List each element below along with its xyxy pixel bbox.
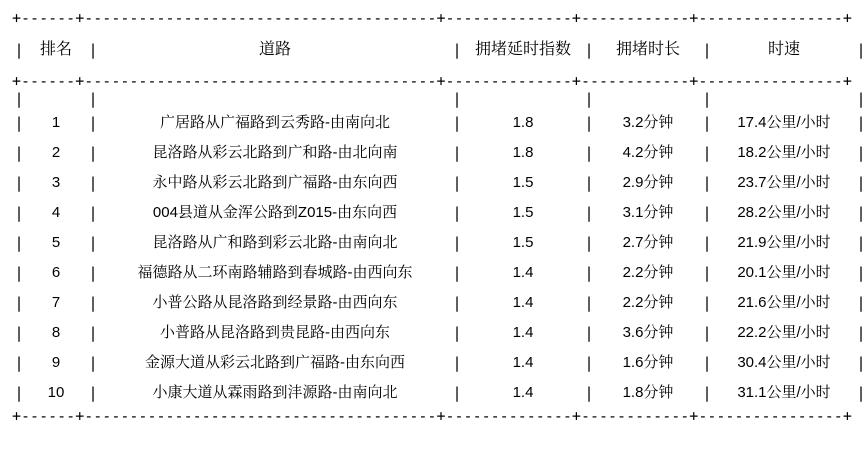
cell-road: 金源大道从彩云北路到广福路-由东向西 <box>145 354 405 371</box>
cell-rank: 9 <box>51 354 61 371</box>
cell-index: 1.4 <box>512 354 534 371</box>
cell-rank: 5 <box>51 234 61 251</box>
cell-speed: 21.9公里/小时 <box>737 234 831 251</box>
table-row <box>12 228 868 258</box>
cell-index: 1.5 <box>512 204 534 221</box>
cell-duration: 2.2分钟 <box>622 294 674 311</box>
cell-divider: | <box>702 354 712 372</box>
column-header-duration: 拥堵时长 <box>615 41 680 58</box>
cell-divider: | <box>14 264 24 282</box>
table-row <box>12 168 868 198</box>
cell-index: 1.8 <box>512 144 534 161</box>
cell-divider: | <box>856 41 866 59</box>
cell-speed: 20.1公里/小时 <box>737 264 831 281</box>
cell-index: 1.4 <box>512 294 534 311</box>
cell-divider: | <box>88 90 98 108</box>
cell-divider: | <box>702 114 712 132</box>
column-header-rank: 排名 <box>39 41 72 58</box>
cell-rank: 4 <box>51 204 61 221</box>
cell-divider: | <box>702 294 712 312</box>
table-top-border: +------+---------------------------------------+--------------+------------+----------------+ <box>12 9 852 27</box>
cell-divider: | <box>702 264 712 282</box>
cell-rank: 8 <box>51 324 61 341</box>
cell-road: 福德路从二环南路辅路到春城路-由西向东 <box>137 264 413 281</box>
cell-road: 小康大道从霖雨路到沣源路-由南向北 <box>152 384 398 401</box>
cell-speed: 21.6公里/小时 <box>737 294 831 311</box>
cell-divider: | <box>856 324 866 342</box>
column-header-speed: 时速 <box>767 41 800 58</box>
cell-divider: | <box>584 354 594 372</box>
cell-divider: | <box>856 174 866 192</box>
cell-divider: | <box>452 204 462 222</box>
cell-divider: | <box>88 174 98 192</box>
cell-duration: 2.9分钟 <box>622 174 674 191</box>
cell-divider: | <box>584 41 594 59</box>
cell-divider: | <box>14 234 24 252</box>
cell-divider: | <box>88 41 98 59</box>
cell-rank: 3 <box>51 174 61 191</box>
cell-divider: | <box>452 114 462 132</box>
cell-divider: | <box>14 90 24 108</box>
cell-divider: | <box>584 204 594 222</box>
cell-road: 广居路从广福路到云秀路-由南向北 <box>160 114 390 131</box>
cell-divider: | <box>14 41 24 59</box>
cell-divider: | <box>88 264 98 282</box>
cell-rank: 10 <box>47 384 65 401</box>
cell-divider: | <box>584 114 594 132</box>
cell-road: 昆洛路从广和路到彩云北路-由南向北 <box>152 234 398 251</box>
cell-divider: | <box>856 114 866 132</box>
table-row <box>12 318 868 348</box>
cell-divider: | <box>702 90 712 108</box>
cell-divider: | <box>856 294 866 312</box>
empty-cell <box>714 90 854 108</box>
cell-index: 1.4 <box>512 324 534 341</box>
cell-divider: | <box>452 234 462 252</box>
empty-cell <box>464 90 582 108</box>
table-bottom-border: +------+---------------------------------------+--------------+------------+----------------+ <box>12 407 852 425</box>
cell-road: 小普公路从昆洛路到经景路-由西向东 <box>152 294 398 311</box>
cell-divider: | <box>856 90 866 108</box>
cell-index: 1.5 <box>512 174 534 191</box>
cell-divider: | <box>14 174 24 192</box>
cell-divider: | <box>88 294 98 312</box>
cell-speed: 22.2公里/小时 <box>737 324 831 341</box>
cell-divider: | <box>856 204 866 222</box>
cell-divider: | <box>452 144 462 162</box>
table-row <box>12 378 868 408</box>
cell-speed: 31.1公里/小时 <box>737 384 831 401</box>
cell-divider: | <box>584 174 594 192</box>
cell-divider: | <box>88 384 98 402</box>
cell-duration: 3.2分钟 <box>622 114 674 131</box>
cell-divider: | <box>856 264 866 282</box>
cell-speed: 17.4公里/小时 <box>737 114 831 131</box>
table-header-border: +------+---------------------------------------+--------------+------------+----------------+ <box>12 72 852 90</box>
cell-divider: | <box>88 234 98 252</box>
empty-cell <box>100 90 450 108</box>
cell-divider: | <box>584 90 594 108</box>
cell-duration: 3.1分钟 <box>622 204 674 221</box>
cell-divider: | <box>452 384 462 402</box>
cell-divider: | <box>14 114 24 132</box>
cell-divider: | <box>14 324 24 342</box>
cell-divider: | <box>452 41 462 59</box>
cell-divider: | <box>14 294 24 312</box>
cell-rank: 6 <box>51 264 61 281</box>
table-row <box>12 348 868 378</box>
cell-divider: | <box>584 264 594 282</box>
cell-duration: 2.7分钟 <box>622 234 674 251</box>
column-header-index: 拥堵延时指数 <box>474 41 571 58</box>
empty-cell <box>596 90 700 108</box>
cell-divider: | <box>88 204 98 222</box>
cell-divider: | <box>452 294 462 312</box>
cell-divider: | <box>88 324 98 342</box>
cell-divider: | <box>14 144 24 162</box>
cell-rank: 1 <box>51 114 61 131</box>
cell-rank: 7 <box>51 294 61 311</box>
table-row <box>12 258 868 288</box>
cell-road: 昆洛路从彩云北路到广和路-由北向南 <box>152 144 398 161</box>
cell-divider: | <box>702 384 712 402</box>
cell-divider: | <box>584 324 594 342</box>
cell-divider: | <box>702 174 712 192</box>
cell-duration: 4.2分钟 <box>622 144 674 161</box>
table-row <box>12 138 868 168</box>
cell-duration: 3.6分钟 <box>622 324 674 341</box>
empty-cell <box>26 90 86 108</box>
table-row <box>12 288 868 318</box>
cell-divider: | <box>452 324 462 342</box>
cell-divider: | <box>88 354 98 372</box>
table-row <box>12 198 868 228</box>
cell-divider: | <box>856 354 866 372</box>
cell-divider: | <box>702 144 712 162</box>
cell-duration: 1.6分钟 <box>622 354 674 371</box>
cell-divider: | <box>584 294 594 312</box>
cell-divider: | <box>88 114 98 132</box>
cell-divider: | <box>452 90 462 108</box>
cell-divider: | <box>452 174 462 192</box>
cell-divider: | <box>14 354 24 372</box>
cell-divider: | <box>702 234 712 252</box>
cell-index: 1.8 <box>512 114 534 131</box>
cell-divider: | <box>702 204 712 222</box>
cell-divider: | <box>702 324 712 342</box>
cell-divider: | <box>702 41 712 59</box>
cell-divider: | <box>14 204 24 222</box>
cell-speed: 28.2公里/小时 <box>737 204 831 221</box>
cell-road: 永中路从彩云北路到广福路-由东向西 <box>152 174 398 191</box>
cell-index: 1.4 <box>512 264 534 281</box>
cell-duration: 1.8分钟 <box>622 384 674 401</box>
cell-road: 小普路从昆洛路到贵昆路-由西向东 <box>160 324 390 341</box>
column-header-road: 道路 <box>258 41 291 58</box>
table-spacer-row <box>12 90 868 108</box>
cell-duration: 2.2分钟 <box>622 264 674 281</box>
congestion-ranking-table <box>12 27 868 408</box>
cell-speed: 18.2公里/小时 <box>737 144 831 161</box>
cell-divider: | <box>856 384 866 402</box>
cell-divider: | <box>856 234 866 252</box>
cell-divider: | <box>856 144 866 162</box>
cell-index: 1.4 <box>512 384 534 401</box>
cell-road: 004县道从金浑公路到Z015-由东向西 <box>152 204 398 221</box>
cell-divider: | <box>88 144 98 162</box>
table-row <box>12 108 868 138</box>
cell-divider: | <box>452 264 462 282</box>
cell-divider: | <box>584 384 594 402</box>
cell-divider: | <box>14 384 24 402</box>
cell-divider: | <box>584 144 594 162</box>
cell-speed: 30.4公里/小时 <box>737 354 831 371</box>
cell-index: 1.5 <box>512 234 534 251</box>
cell-speed: 23.7公里/小时 <box>737 174 831 191</box>
table-header-border-row <box>12 73 868 90</box>
cell-divider: | <box>584 234 594 252</box>
cell-divider: | <box>452 354 462 372</box>
table-header-row <box>12 27 868 73</box>
cell-rank: 2 <box>51 144 61 161</box>
